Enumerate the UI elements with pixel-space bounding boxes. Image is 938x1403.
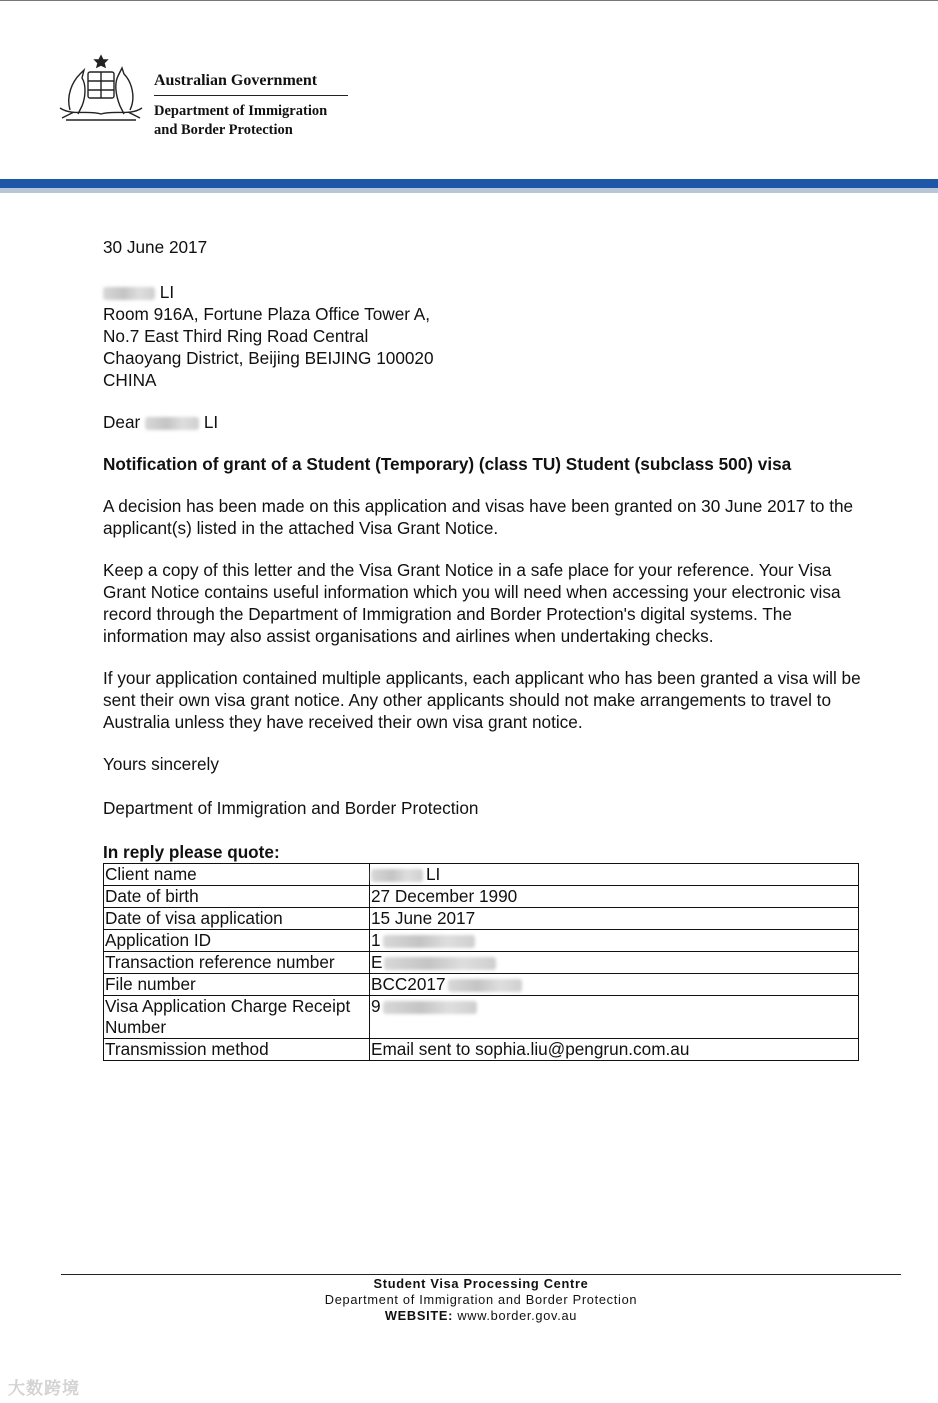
- signoff: Yours sincerely: [103, 754, 219, 774]
- table-row: [104, 952, 859, 974]
- sender: Department of Immigration and Border Protection: [103, 798, 479, 818]
- reference-heading: In reply please quote:: [103, 842, 280, 862]
- table-row: [104, 930, 859, 952]
- salutation-word: Dear: [103, 412, 141, 432]
- table-row: [104, 864, 859, 886]
- header-band: [0, 179, 938, 188]
- redacted-value: [448, 979, 522, 992]
- department-name-line-2: and Border Protection: [154, 122, 293, 138]
- row-value: [370, 974, 859, 996]
- row-label: Transaction reference number: [104, 952, 370, 974]
- redacted-given-name: [103, 287, 155, 300]
- row-label: Application ID: [104, 930, 370, 952]
- redacted-value: [383, 1001, 477, 1014]
- salutation-surname: LI: [203, 412, 219, 432]
- footer-rule: [61, 1274, 901, 1275]
- body-paragraph: If your application contained multiple applicants, each applicant who has been granted a visa will be sent their own visa grant notice. Any other applicants should not make arrangements to travel to Australia unless they have received their own visa grant notice.: [103, 668, 861, 732]
- letter-body: [103, 236, 863, 1061]
- coat-of-arms-icon: [52, 52, 150, 126]
- footer-website: [0, 1308, 938, 1324]
- row-label: Transmission method: [104, 1039, 370, 1061]
- header-band-shadow: [0, 188, 938, 193]
- redacted-value: [371, 869, 423, 882]
- table-row: [104, 886, 859, 908]
- row-label: File number: [104, 974, 370, 996]
- address-line: Chaoyang District, Beijing BEIJING 100020: [103, 348, 434, 368]
- footer-department: Department of Immigration and Border Protection: [324, 1292, 638, 1307]
- row-label: Visa Application Charge Receipt Number: [104, 996, 370, 1039]
- redacted-value: [383, 935, 475, 948]
- row-value: [370, 952, 859, 974]
- table-row: [104, 996, 859, 1039]
- reference-table: [103, 863, 859, 1061]
- recipient-address: [103, 281, 863, 391]
- government-name: Australian Government: [154, 72, 348, 96]
- row-value: 27 December 1990: [370, 886, 859, 908]
- recipient-surname: LI: [159, 282, 175, 302]
- client-surname: LI: [426, 864, 441, 884]
- watermark: 大数跨境: [8, 1379, 80, 1398]
- salutation: [103, 411, 863, 433]
- table-row: [104, 908, 859, 930]
- recipient-name: [103, 281, 863, 303]
- row-value: [370, 864, 859, 886]
- transaction-ref-visible: E: [371, 952, 383, 972]
- website-label: WEBSITE:: [384, 1308, 454, 1323]
- footer-centre: Student Visa Processing Centre: [373, 1276, 589, 1291]
- letter-date: 30 June 2017: [103, 237, 208, 257]
- redacted-value: [384, 957, 496, 970]
- website-link[interactable]: www.border.gov.au: [457, 1308, 578, 1323]
- row-value: Email sent to sophia.liu@pengrun.com.au: [370, 1039, 859, 1061]
- table-row: [104, 1039, 859, 1061]
- body-paragraph: A decision has been made on this application and visas have been granted on 30 June 2017 to the applicant(s) listed in the attached Visa Grant Notice.: [103, 496, 854, 538]
- body-paragraph: Keep a copy of this letter and the Visa Grant Notice in a safe place for your reference. Your Visa Grant Notice contains useful information which you will need when accessing your electronic visa record through the Department of Immigration and Border Protection's digital systems. The information may also assist organisations and airlines when undertaking checks.: [103, 560, 841, 646]
- row-label: Date of birth: [104, 886, 370, 908]
- table-row: [104, 974, 859, 996]
- address-line: No.7 East Third Ring Road Central: [103, 326, 369, 346]
- file-number-visible: BCC2017: [371, 974, 446, 994]
- row-value: [370, 996, 859, 1039]
- receipt-number-visible: 9: [371, 996, 381, 1016]
- row-value: [370, 930, 859, 952]
- top-border: [0, 0, 938, 1]
- row-label: Date of visa application: [104, 908, 370, 930]
- address-line: CHINA: [103, 370, 157, 390]
- application-id-visible: 1: [371, 930, 381, 950]
- redacted-given-name: [145, 417, 199, 430]
- footer: [0, 1276, 938, 1324]
- row-label: Client name: [104, 864, 370, 886]
- row-value: 15 June 2017: [370, 908, 859, 930]
- department-name-line-1: Department of Immigration: [154, 103, 328, 119]
- address-line: Room 916A, Fortune Plaza Office Tower A,: [103, 304, 431, 324]
- letter-subject: Notification of grant of a Student (Temporary) (class TU) Student (subclass 500) visa: [103, 454, 792, 474]
